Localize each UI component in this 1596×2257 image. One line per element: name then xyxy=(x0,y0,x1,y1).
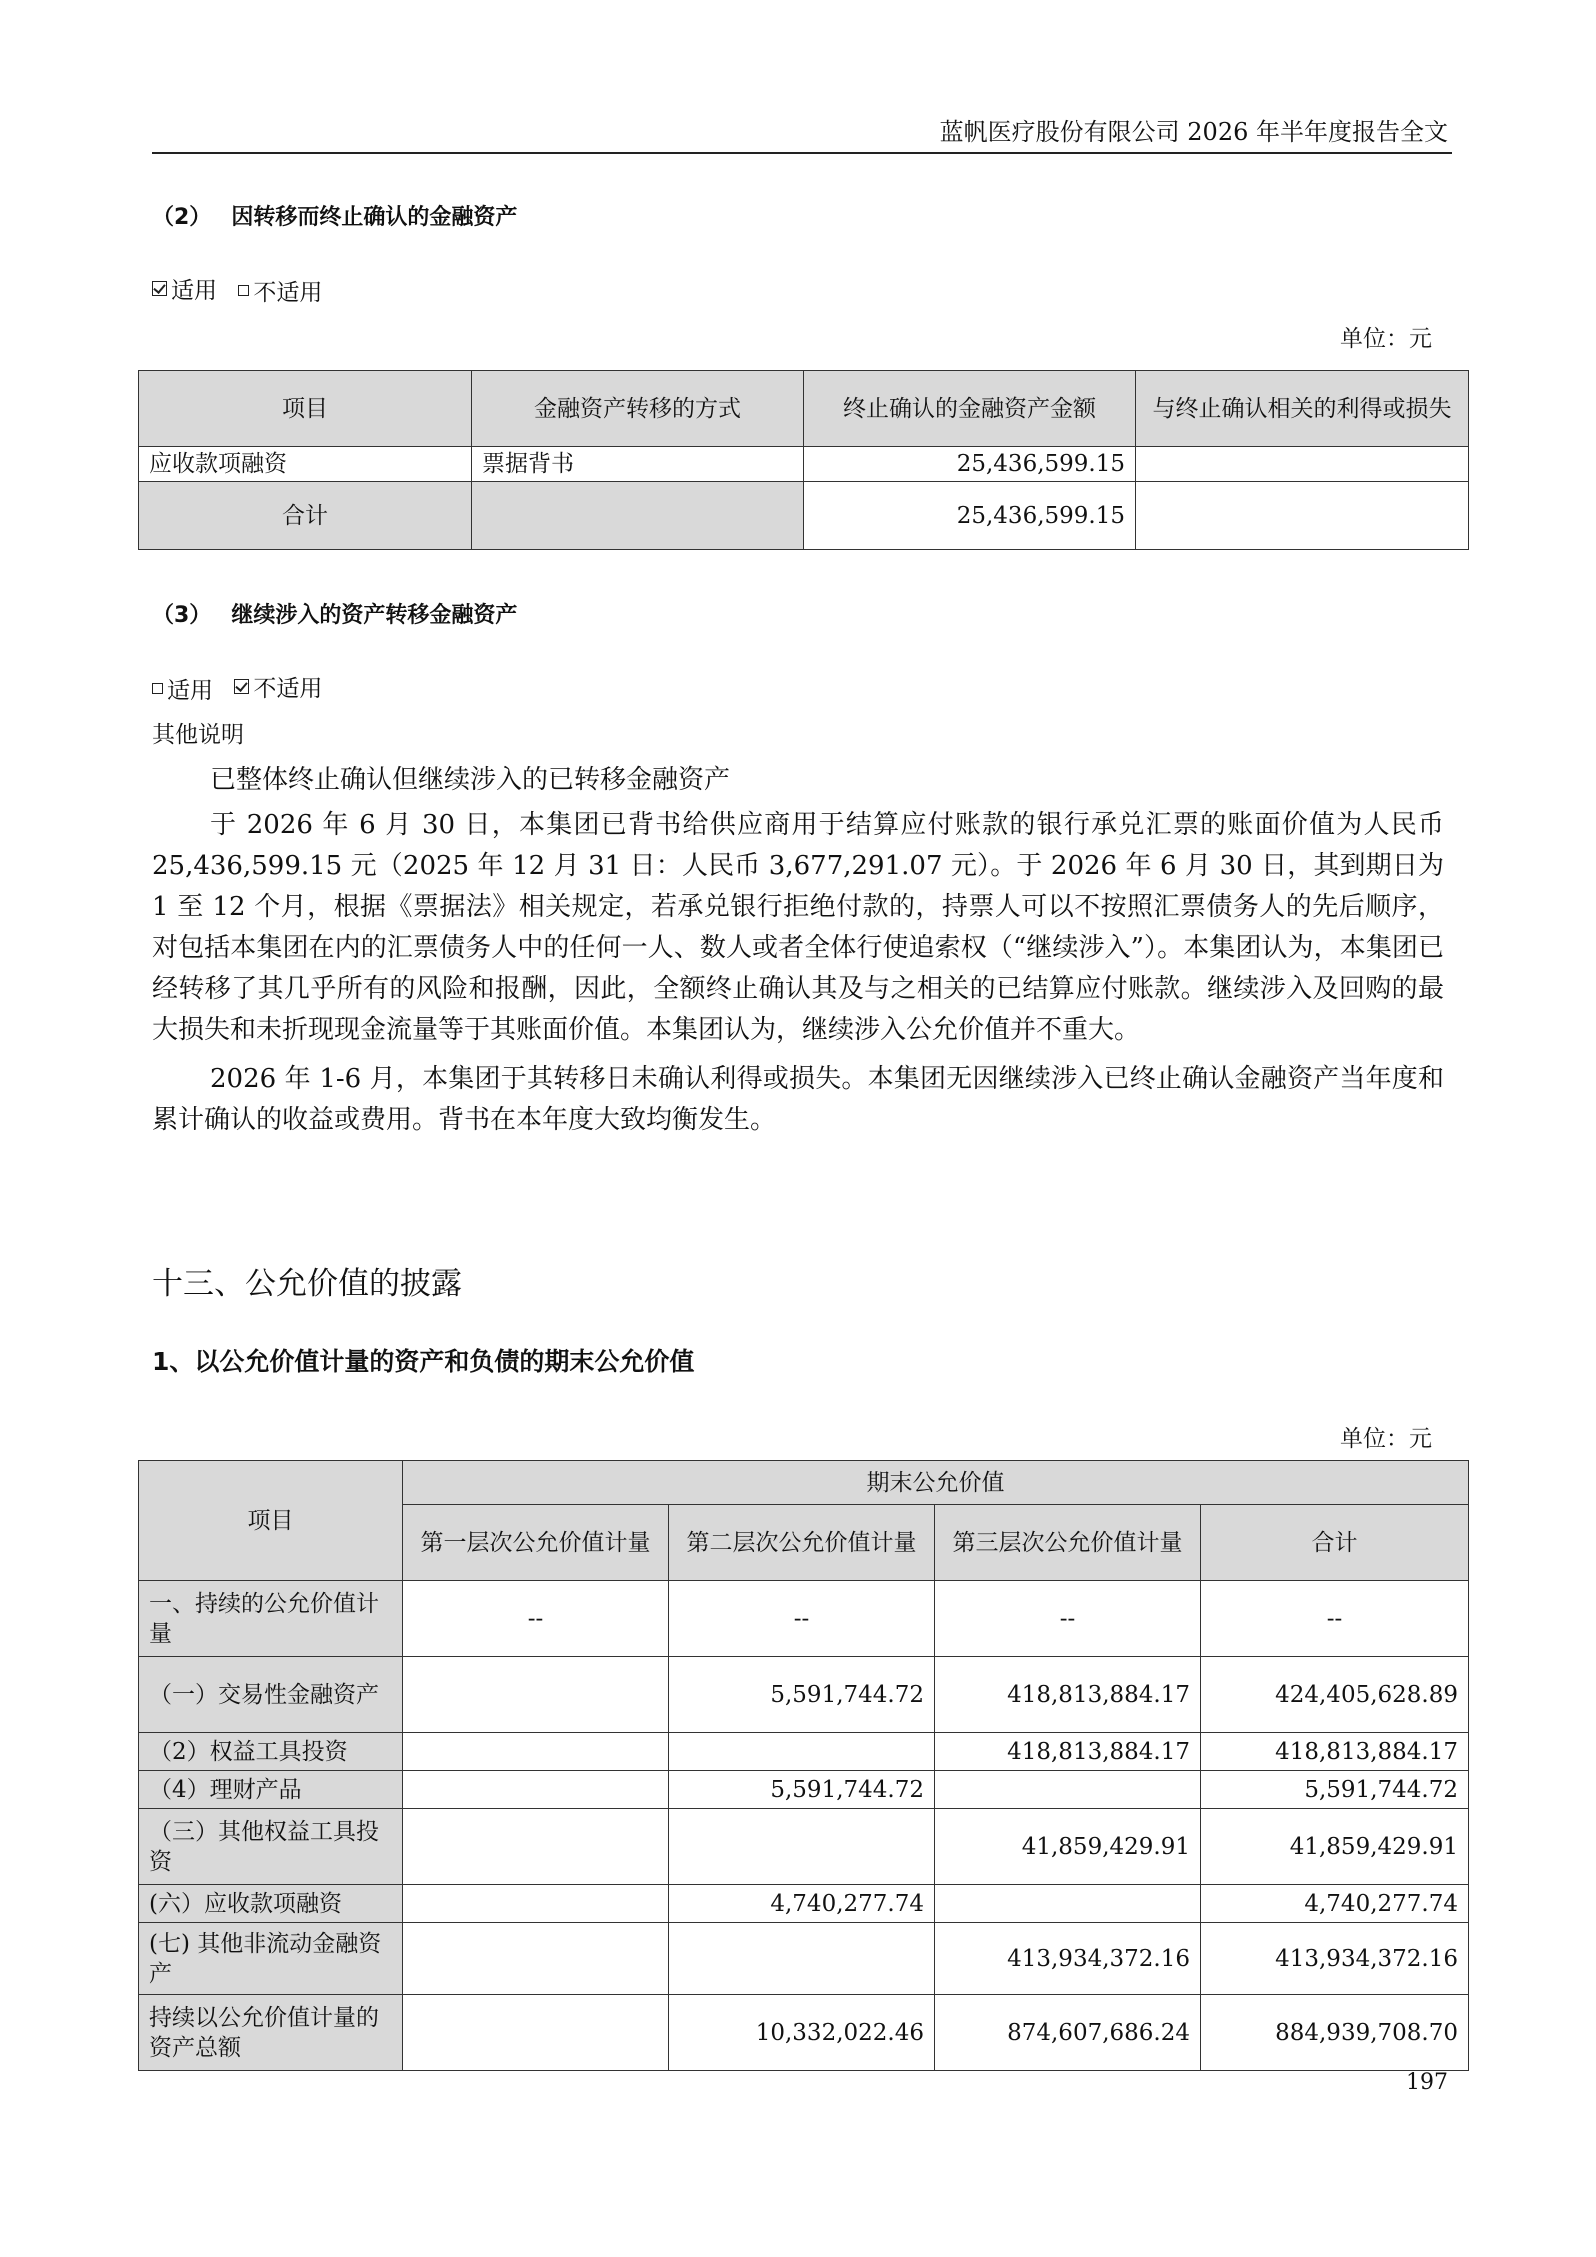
header-cell: 合计 xyxy=(1201,1505,1469,1581)
row-total: 424,405,628.89 xyxy=(1201,1657,1469,1733)
other-note-label: 其他说明 xyxy=(152,722,244,748)
paragraph: 于 2026 年 6 月 30 日，本集团已背书给供应商用于结算应付账款的银行承兑汇票的账面价值为人民币 25,436,599.15 元（2025 年 12 月 31 日：人民币 3,677,291.07 元）。于 2026 年 6 月 30 日，其到期日为 1 至 12 个月，根据《票据法》相关规定，若承兑银行拒绝付款的，持票人可以不按照汇票债务人的先后顺序，对包括本集团在内的汇票债务人中的任何一人、数人或者全体行使追索权（“继续涉入”）。本集团认为，本集团已经转移了其几乎所有的风险和报酬，因此，全额终止确认其及与之相关的已结算应付账款。继续涉入及回购的最大损失和未折现现金流量等于其账面价值。本集团认为，继续涉入公允价值并不重大。 xyxy=(152,810,1444,1045)
row-l2 xyxy=(669,1809,935,1885)
not-applicable-option[interactable] xyxy=(234,670,322,703)
row-l3: -- xyxy=(935,1581,1201,1657)
not-applicable-label: 不适用 xyxy=(253,676,323,702)
row-l1 xyxy=(403,1657,669,1733)
row-total: 5,591,744.72 xyxy=(1201,1771,1469,1809)
row-l3: 418,813,884.17 xyxy=(935,1733,1201,1771)
not-applicable-label: 不适用 xyxy=(253,280,323,306)
applicable-label: 适用 xyxy=(167,678,213,704)
row-item: （2）权益工具投资 xyxy=(139,1733,403,1771)
paragraph: 2026 年 1-6 月，本集团于其转移日未确认利得或损失。本集团无因继续涉入已终止确认金融资产当年度和累计确认的收益或费用。背书在本年度大致均衡发生。 xyxy=(152,1064,1444,1135)
checked-box-icon xyxy=(234,679,249,694)
table-row xyxy=(139,1733,1469,1771)
table-row xyxy=(139,1581,1469,1657)
row-l2 xyxy=(669,1923,935,1995)
header-cell: 项目 xyxy=(139,371,472,447)
section13-unit: 单位：元 xyxy=(1340,1426,1432,1452)
paragraph: 已整体终止确认但继续涉入的已转移金融资产 xyxy=(210,765,731,795)
fair-value-table xyxy=(138,1460,1469,2071)
row-item: （三）其他权益工具投资 xyxy=(139,1809,403,1885)
section3-title-text: 继续涉入的资产转移金融资产 xyxy=(231,603,518,628)
row-total: 413,934,372.16 xyxy=(1201,1923,1469,1995)
row-l3: 418,813,884.17 xyxy=(935,1657,1201,1733)
row-l1: -- xyxy=(403,1581,669,1657)
applicable-option[interactable] xyxy=(152,672,213,705)
checked-box-icon xyxy=(152,281,167,296)
row-item: 应收款项融资 xyxy=(139,447,472,482)
row-item: （一）交易性金融资产 xyxy=(139,1657,403,1733)
header-cell: 金融资产转移的方式 xyxy=(472,371,804,447)
row-l2 xyxy=(669,1733,935,1771)
table-total-row xyxy=(139,1995,1469,2071)
row-l1 xyxy=(403,1771,669,1809)
section3-title xyxy=(152,598,1442,629)
row-total: -- xyxy=(1201,1581,1469,1657)
page-number: 197 xyxy=(1406,2070,1448,2095)
section3-body xyxy=(152,760,1444,1141)
section2-unit-row xyxy=(152,320,1442,350)
row-l3 xyxy=(935,1771,1201,1809)
section2-title xyxy=(152,200,1442,231)
row-l2: 10,332,022.46 xyxy=(669,1995,935,2071)
table-total-row xyxy=(139,482,1469,550)
total-label: 合计 xyxy=(139,482,472,550)
header-cell: 第三层次公允价值计量 xyxy=(935,1505,1201,1581)
row-l1 xyxy=(403,1733,669,1771)
header-item: 项目 xyxy=(139,1461,403,1581)
row-l1 xyxy=(403,1809,669,1885)
row-l3: 874,607,686.24 xyxy=(935,1995,1201,2071)
section2-applicability xyxy=(152,272,1442,307)
header-cell: 终止确认的金融资产金额 xyxy=(804,371,1136,447)
row-item: (六）应收款项融资 xyxy=(139,1885,403,1923)
table-header-row xyxy=(139,1461,1469,1505)
row-l1 xyxy=(403,1885,669,1923)
section2-unit: 单位：元 xyxy=(1340,326,1432,352)
section3-number: （3） xyxy=(152,603,212,628)
table-row xyxy=(139,1657,1469,1733)
row-item: （4）理财产品 xyxy=(139,1771,403,1809)
row-l3: 41,859,429.91 xyxy=(935,1809,1201,1885)
unchecked-box-icon xyxy=(152,683,163,694)
table-row xyxy=(139,447,1469,482)
section13-sub-heading: 1、以公允价值计量的资产和负债的期末公允价值 xyxy=(152,1347,695,1376)
row-item: (七) 其他非流动金融资产 xyxy=(139,1923,403,1995)
header-group: 期末公允价值 xyxy=(403,1461,1469,1505)
row-item: 持续以公允价值计量的资产总额 xyxy=(139,1995,403,2071)
row-total: 4,740,277.74 xyxy=(1201,1885,1469,1923)
row-item: 一、持续的公允价值计量 xyxy=(139,1581,403,1657)
row-total: 884,939,708.70 xyxy=(1201,1995,1469,2071)
not-applicable-option[interactable] xyxy=(238,274,322,307)
row-l3 xyxy=(935,1885,1201,1923)
table-row xyxy=(139,1771,1469,1809)
table-row xyxy=(139,1885,1469,1923)
derecognition-table xyxy=(138,370,1469,550)
table-header-row xyxy=(139,371,1469,447)
applicable-label: 适用 xyxy=(171,278,217,304)
row-l2: 5,591,744.72 xyxy=(669,1657,935,1733)
header-title: 蓝帆医疗股份有限公司 2026 年半年度报告全文 xyxy=(939,118,1448,146)
header-cell: 与终止确认相关的利得或损失 xyxy=(1136,371,1469,447)
row-amount: 25,436,599.15 xyxy=(804,447,1136,482)
row-total: 418,813,884.17 xyxy=(1201,1733,1469,1771)
row-l2: -- xyxy=(669,1581,935,1657)
header-cell: 第一层次公允价值计量 xyxy=(403,1505,669,1581)
row-l2: 5,591,744.72 xyxy=(669,1771,935,1809)
header-cell: 第二层次公允价值计量 xyxy=(669,1505,935,1581)
section13-heading: 十三、公允价值的披露 xyxy=(152,1266,462,1302)
page-header xyxy=(152,108,1452,154)
row-l1 xyxy=(403,1995,669,2071)
row-gain xyxy=(1136,447,1469,482)
section2-title-text: 因转移而终止确认的金融资产 xyxy=(231,205,518,230)
unchecked-box-icon xyxy=(238,285,249,296)
row-l3: 413,934,372.16 xyxy=(935,1923,1201,1995)
total-amount: 25,436,599.15 xyxy=(804,482,1136,550)
row-method: 票据背书 xyxy=(472,447,804,482)
row-total: 41,859,429.91 xyxy=(1201,1809,1469,1885)
applicable-option[interactable] xyxy=(152,272,217,305)
table-row xyxy=(139,1809,1469,1885)
total-gain xyxy=(1136,482,1469,550)
table-row xyxy=(139,1923,1469,1995)
section13-unit-row xyxy=(152,1420,1442,1450)
section3-applicability xyxy=(152,670,1442,705)
total-method xyxy=(472,482,804,550)
row-l1 xyxy=(403,1923,669,1995)
row-l2: 4,740,277.74 xyxy=(669,1885,935,1923)
section2-number: （2） xyxy=(152,205,212,230)
